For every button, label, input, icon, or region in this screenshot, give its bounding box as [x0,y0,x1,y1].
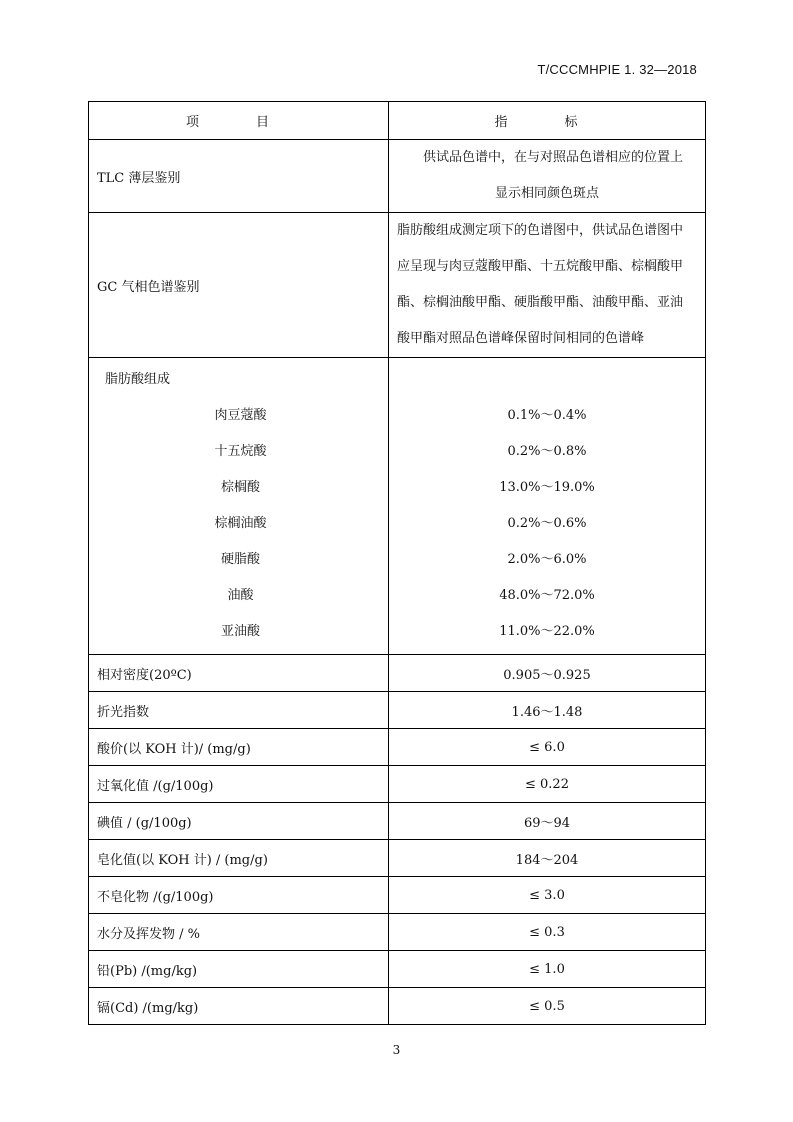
gc-value [389,213,706,358]
fatty-acid-range: 11.0%～22.0% [499,624,595,639]
gc-label: GC 气相色谱鉴别 [89,213,389,358]
table-row [89,951,706,988]
table-row [89,729,706,766]
fatty-acid-range: 0.2%～0.6% [507,516,587,531]
row-value: 69～94 [389,803,706,840]
column-header-item: 项 目 [89,102,389,140]
row-value: ≤ 0.5 [389,988,706,1025]
fatty-acid-ranges [389,358,706,655]
gc-value-line: 脂肪酸组成测定项下的色谱图中，供试品色谱图中 [397,223,684,238]
row-value: 184～204 [389,840,706,877]
table-row [89,766,706,803]
tlc-label: TLC 薄层鉴别 [89,140,389,213]
row-item: 酸价(以 KOH 计)/ (mg/g) [89,729,389,766]
row-item: 水分及挥发物 / % [89,914,389,951]
gc-value-line: 酯、棕榈油酸甲酯、硬脂酸甲酯、油酸甲酯、亚油 [397,295,684,310]
fatty-acid-title: 脂肪酸组成 [105,372,171,387]
fatty-acid-range: 2.0%～6.0% [507,552,587,567]
table-row [89,840,706,877]
table-row [89,655,706,692]
row-item: 不皂化物 /(g/100g) [89,877,389,914]
tlc-value [389,140,706,213]
row-value: ≤ 1.0 [389,951,706,988]
table-row [89,877,706,914]
fatty-acid-name: 棕榈酸 [220,480,260,495]
table-row-tlc [89,140,706,213]
row-item: 铅(Pb) /(mg/kg) [89,951,389,988]
fatty-acid-name: 亚油酸 [220,624,260,639]
gc-value-line: 酸甲酯对照品色谱峰保留时间相同的色谱峰 [397,331,645,346]
row-item: 镉(Cd) /(mg/kg) [89,988,389,1025]
document-code: T/CCCMHPIE 1. 32—2018 [537,62,697,77]
row-item: 皂化值(以 KOH 计) / (mg/g) [89,840,389,877]
row-value: ≤ 0.3 [389,914,706,951]
fatty-acid-range: 0.1%～0.4% [507,408,587,423]
fatty-acid-name: 十五烷酸 [214,444,267,459]
row-item: 碘值 / (g/100g) [89,803,389,840]
gc-value-line: 应呈现与肉豆蔻酸甲酯、十五烷酸甲酯、棕榈酸甲 [397,259,684,274]
table-row-fatty-acid [89,358,706,655]
fatty-acid-range: 48.0%～72.0% [499,588,595,603]
row-item: 相对密度(20ºC) [89,655,389,692]
row-item: 过氧化值 /(g/100g) [89,766,389,803]
table-row [89,914,706,951]
specification-table [88,101,706,1025]
row-value: ≤ 0.22 [389,766,706,803]
row-value: 1.46～1.48 [389,692,706,729]
row-value: 0.905～0.925 [389,655,706,692]
fatty-acid-name: 硬脂酸 [220,552,260,567]
fatty-acid-range: 0.2%～0.8% [507,444,587,459]
fatty-acid-names [89,358,389,655]
page-number: 3 [392,1043,401,1057]
column-header-indicator: 指 标 [389,102,706,140]
tlc-value-line: 供试品色谱中，在与对照品色谱相应的位置上 [423,150,684,165]
fatty-acid-name: 油酸 [227,588,254,603]
tlc-value-line: 显示相同颜色斑点 [494,186,599,201]
table-row [89,803,706,840]
row-value: ≤ 3.0 [389,877,706,914]
row-value: ≤ 6.0 [389,729,706,766]
fatty-acid-name: 棕榈油酸 [214,516,267,531]
fatty-acid-name: 肉豆蔻酸 [214,408,267,423]
fatty-acid-range: 13.0%～19.0% [499,480,595,495]
table-header-row [89,102,706,140]
row-item: 折光指数 [89,692,389,729]
table-row [89,692,706,729]
table-row [89,988,706,1025]
table-row-gc [89,213,706,358]
